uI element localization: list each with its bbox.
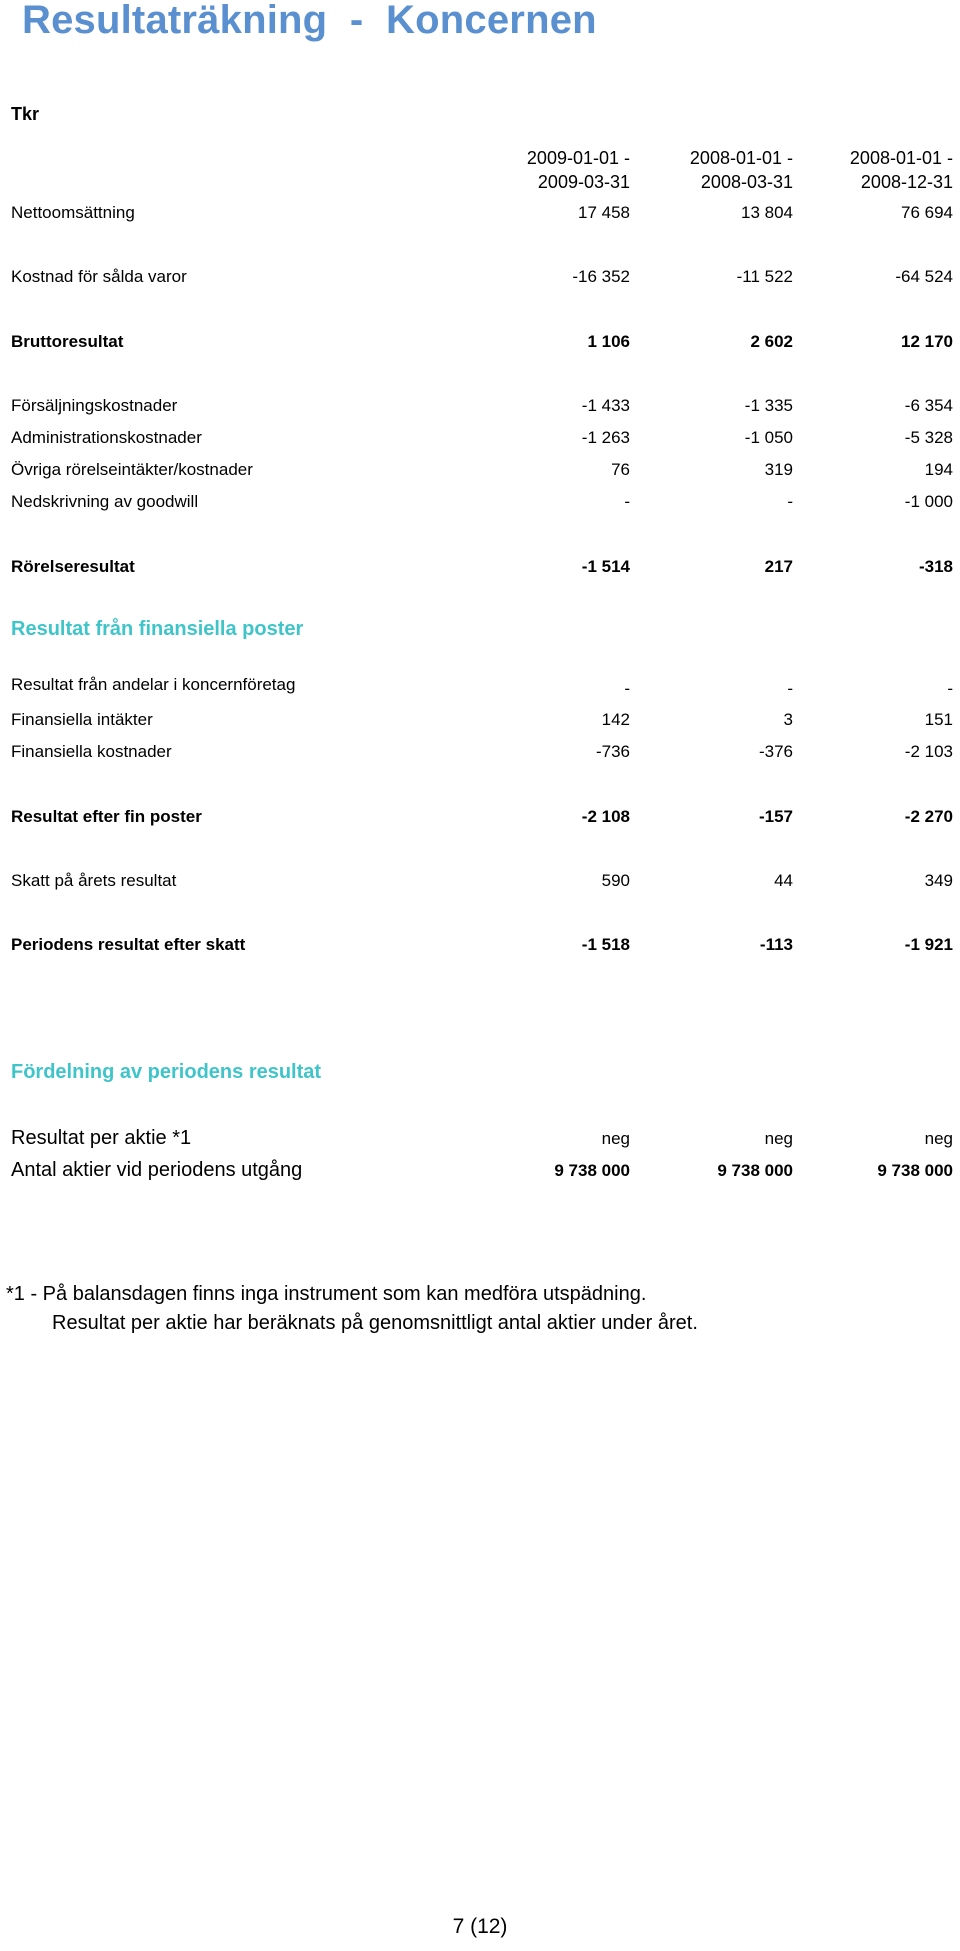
row-value: 319 xyxy=(764,460,793,479)
row-value: 151 xyxy=(924,710,953,729)
row-label: Skatt på årets resultat xyxy=(11,871,177,890)
row-label: Resultat från andelar i koncernföretag xyxy=(11,675,296,694)
row-resultat-efter-fin-poster xyxy=(0,807,960,831)
row-value: -1 518 xyxy=(581,935,630,954)
row-value: -157 xyxy=(758,807,793,826)
row-value: 590 xyxy=(601,871,630,890)
row-value: -736 xyxy=(595,742,630,761)
row-value: - xyxy=(624,679,630,698)
row-value: - xyxy=(787,492,793,511)
row-value: 17 458 xyxy=(578,203,630,222)
row-value: neg xyxy=(764,1129,793,1148)
row-label: Administrationskostnader xyxy=(11,428,202,447)
row-value: 217 xyxy=(764,557,793,576)
row-label: Antal aktier vid periodens utgång xyxy=(11,1159,303,1181)
row-label: Resultat per aktie *1 xyxy=(11,1127,192,1149)
row-value: -2 270 xyxy=(904,807,953,826)
row-value: 76 694 xyxy=(901,203,953,222)
row-value: - xyxy=(624,492,630,511)
row-value: 9 738 000 xyxy=(554,1161,630,1180)
row-value: -1 433 xyxy=(581,396,630,415)
row-value: -1 335 xyxy=(744,396,793,415)
row-label: Nettoomsättning xyxy=(11,203,135,222)
row-kostnad xyxy=(0,267,960,291)
footnote xyxy=(6,1280,698,1338)
row-label: Resultat efter fin poster xyxy=(11,807,202,826)
row-administrationskostnader xyxy=(0,428,960,452)
row-value: 9 738 000 xyxy=(717,1161,793,1180)
row-resultat-per-aktie xyxy=(0,1127,960,1151)
column-header-2 xyxy=(633,146,793,194)
row-value: -6 354 xyxy=(904,396,953,415)
row-nettoomsattning xyxy=(0,203,960,227)
row-value: -1 050 xyxy=(744,428,793,447)
row-finansiella-intakter xyxy=(0,710,960,734)
row-value: -113 xyxy=(759,935,793,954)
row-value: 142 xyxy=(601,710,630,729)
row-label: Finansiella kostnader xyxy=(11,742,172,761)
row-value: -11 522 xyxy=(736,267,793,286)
row-value: 12 170 xyxy=(901,332,953,351)
page-number: 7 (12) xyxy=(452,1915,508,1938)
row-value: -2 103 xyxy=(904,742,953,761)
row-value: - xyxy=(947,679,953,698)
footnote-line-2: Resultat per aktie har beräknats på genomsnittligt antal aktier under året. xyxy=(52,1312,698,1334)
column-header-1-line1: 2009-01-01 - xyxy=(526,148,630,168)
row-label: Finansiella intäkter xyxy=(11,710,153,729)
row-value: neg xyxy=(924,1129,953,1148)
row-label: Kostnad för sålda varor xyxy=(11,267,187,286)
row-value: 44 xyxy=(774,871,793,890)
row-ovriga xyxy=(0,460,960,484)
row-value: 13 804 xyxy=(741,203,793,222)
row-value: neg xyxy=(601,1129,630,1148)
row-finansiella-kostnader xyxy=(0,742,960,766)
row-value: -1 263 xyxy=(581,428,630,447)
row-label: Bruttoresultat xyxy=(11,332,124,351)
row-value: 1 106 xyxy=(587,332,630,351)
column-header-3-line2: 2008-12-31 xyxy=(860,172,953,192)
row-value: -1 000 xyxy=(904,492,953,511)
section-heading-finansiella: Resultat från finansiella poster xyxy=(11,618,304,640)
footnote-line-1: *1 - På balansdagen finns inga instrument som kan medföra utspädning. xyxy=(6,1283,647,1305)
row-value: -5 328 xyxy=(904,428,953,447)
row-value: -64 524 xyxy=(895,267,953,286)
column-header-3 xyxy=(793,146,953,194)
row-antal-aktier xyxy=(0,1159,960,1183)
row-label: Försäljningskostnader xyxy=(11,396,178,415)
section-heading-fordelning: Fördelning av periodens resultat xyxy=(11,1061,322,1083)
row-nedskrivning xyxy=(0,492,960,516)
page-title: Resultaträkning - Koncernen xyxy=(22,0,597,42)
row-value: - xyxy=(787,679,793,698)
row-andelar xyxy=(0,675,960,699)
row-value: 349 xyxy=(924,871,953,890)
row-value: 2 602 xyxy=(750,332,793,351)
row-value: 3 xyxy=(783,710,793,729)
row-forsaljningskostnader xyxy=(0,396,960,420)
row-periodens-resultat xyxy=(0,935,960,959)
row-value: 194 xyxy=(924,460,953,479)
row-label: Nedskrivning av goodwill xyxy=(11,492,199,511)
row-skatt xyxy=(0,871,960,895)
row-value: -1 514 xyxy=(581,557,630,576)
row-value: 76 xyxy=(611,460,630,479)
row-value: -1 921 xyxy=(904,935,953,954)
row-bruttoresultat xyxy=(0,332,960,356)
row-value: -376 xyxy=(758,742,793,761)
column-header-1-line2: 2009-03-31 xyxy=(537,172,630,192)
row-label: Periodens resultat efter skatt xyxy=(11,935,246,954)
row-value: -2 108 xyxy=(581,807,630,826)
row-label: Rörelseresultat xyxy=(11,557,135,576)
row-rorelseresultat xyxy=(0,557,960,581)
column-header-3-line1: 2008-01-01 - xyxy=(849,148,953,168)
column-header-2-line1: 2008-01-01 - xyxy=(689,148,793,168)
row-value: -16 352 xyxy=(572,267,630,286)
row-value: -318 xyxy=(918,557,953,576)
row-value: 9 738 000 xyxy=(877,1161,953,1180)
row-label: Övriga rörelseintäkter/kostnader xyxy=(11,460,253,479)
column-header-2-line2: 2008-03-31 xyxy=(700,172,793,192)
unit-label: Tkr xyxy=(11,104,40,124)
column-header-1 xyxy=(470,146,630,194)
